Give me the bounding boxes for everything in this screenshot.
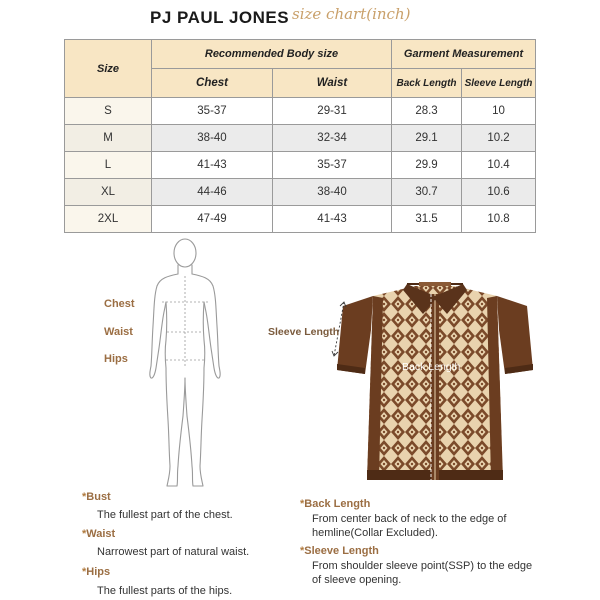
- sleeve-length-cell: 10.6: [462, 179, 536, 206]
- table-header-row: [65, 40, 536, 69]
- waist-star: *: [82, 528, 87, 540]
- hips-star: *: [82, 566, 87, 578]
- waist-cell: 41-43: [273, 206, 392, 233]
- chest-label: Chest: [104, 298, 135, 310]
- waist-description: Narrowest part of natural waist.: [97, 546, 250, 558]
- body-size-group-header: Recommended Body size: [152, 40, 392, 69]
- back-length-term-text: Back Length: [304, 498, 371, 510]
- sleeve-length-cell: 10: [462, 98, 536, 125]
- chest-cell: 38-40: [152, 125, 273, 152]
- bust-description: The fullest part of the chest.: [97, 509, 233, 521]
- back-length-star: *: [300, 498, 305, 510]
- table-row: [65, 152, 536, 179]
- waist-cell: 38-40: [273, 179, 392, 206]
- sleeve-length-description: From shoulder sleeve point(SSP) to the edge of sleeve opening.: [312, 560, 533, 586]
- chest-cell: 35-37: [152, 98, 273, 125]
- back-length-cell: 28.3: [392, 98, 462, 125]
- waist-column-header: Waist: [273, 69, 392, 98]
- back-length-column-header: Back Length: [392, 69, 462, 98]
- bust-star: *: [82, 491, 87, 503]
- size-chart-table: [64, 39, 536, 233]
- chest-column-header: Chest: [152, 69, 273, 98]
- size-column-header: Size: [65, 40, 152, 98]
- waist-cell: 32-34: [273, 125, 392, 152]
- hips-description: The fullest parts of the hips.: [97, 585, 233, 597]
- back-length-measure-arrow: [424, 292, 438, 484]
- size-cell: 2XL: [65, 206, 152, 233]
- back-length-description: From center back of neck to the edge of hemline(Collar Excluded).: [312, 513, 507, 539]
- sleeve-length-term-text: Sleeve Length: [304, 545, 379, 557]
- back-length-cell: 29.1: [392, 125, 462, 152]
- waist-cell: 35-37: [273, 152, 392, 179]
- back-length-label: Back Length: [402, 361, 461, 373]
- sleeve-length-cell: 10.8: [462, 206, 536, 233]
- sleeve-length-star: *: [300, 545, 305, 557]
- chest-cell: 44-46: [152, 179, 273, 206]
- brand-name: PJ PAUL JONES: [150, 8, 290, 27]
- garment-group-header: Garment Measurement: [392, 40, 536, 69]
- hips-label: Hips: [104, 353, 128, 365]
- sleeve-length-term: [300, 545, 379, 557]
- table-row: [65, 206, 536, 233]
- sleeve-length-cell: 10.4: [462, 152, 536, 179]
- hips-term-text: Hips: [86, 566, 111, 578]
- waist-cell: 29-31: [273, 98, 392, 125]
- size-cell: L: [65, 152, 152, 179]
- waist-term-text: Waist: [86, 528, 116, 540]
- bust-term: [82, 491, 111, 503]
- hips-term: [82, 566, 110, 578]
- back-length-cell: 29.9: [392, 152, 462, 179]
- chest-cell: 41-43: [152, 152, 273, 179]
- waist-label: Waist: [104, 326, 133, 338]
- size-chart-subtitle: size chart(inch): [292, 5, 411, 23]
- bust-term-text: Bust: [86, 491, 111, 503]
- back-length-cell: 31.5: [392, 206, 462, 233]
- size-cell: S: [65, 98, 152, 125]
- size-cell: M: [65, 125, 152, 152]
- size-cell: XL: [65, 179, 152, 206]
- table-row: [65, 125, 536, 152]
- back-length-term: [300, 498, 370, 510]
- sleeve-length-cell: 10.2: [462, 125, 536, 152]
- chest-cell: 47-49: [152, 206, 273, 233]
- table-row: [65, 179, 536, 206]
- table-row: [65, 98, 536, 125]
- back-length-cell: 30.7: [392, 179, 462, 206]
- body-outline-figure: [140, 236, 250, 496]
- waist-term: [82, 528, 115, 540]
- sleeve-length-label: Sleeve Length: [268, 326, 340, 338]
- sleeve-length-column-header: Sleeve Length: [462, 69, 536, 98]
